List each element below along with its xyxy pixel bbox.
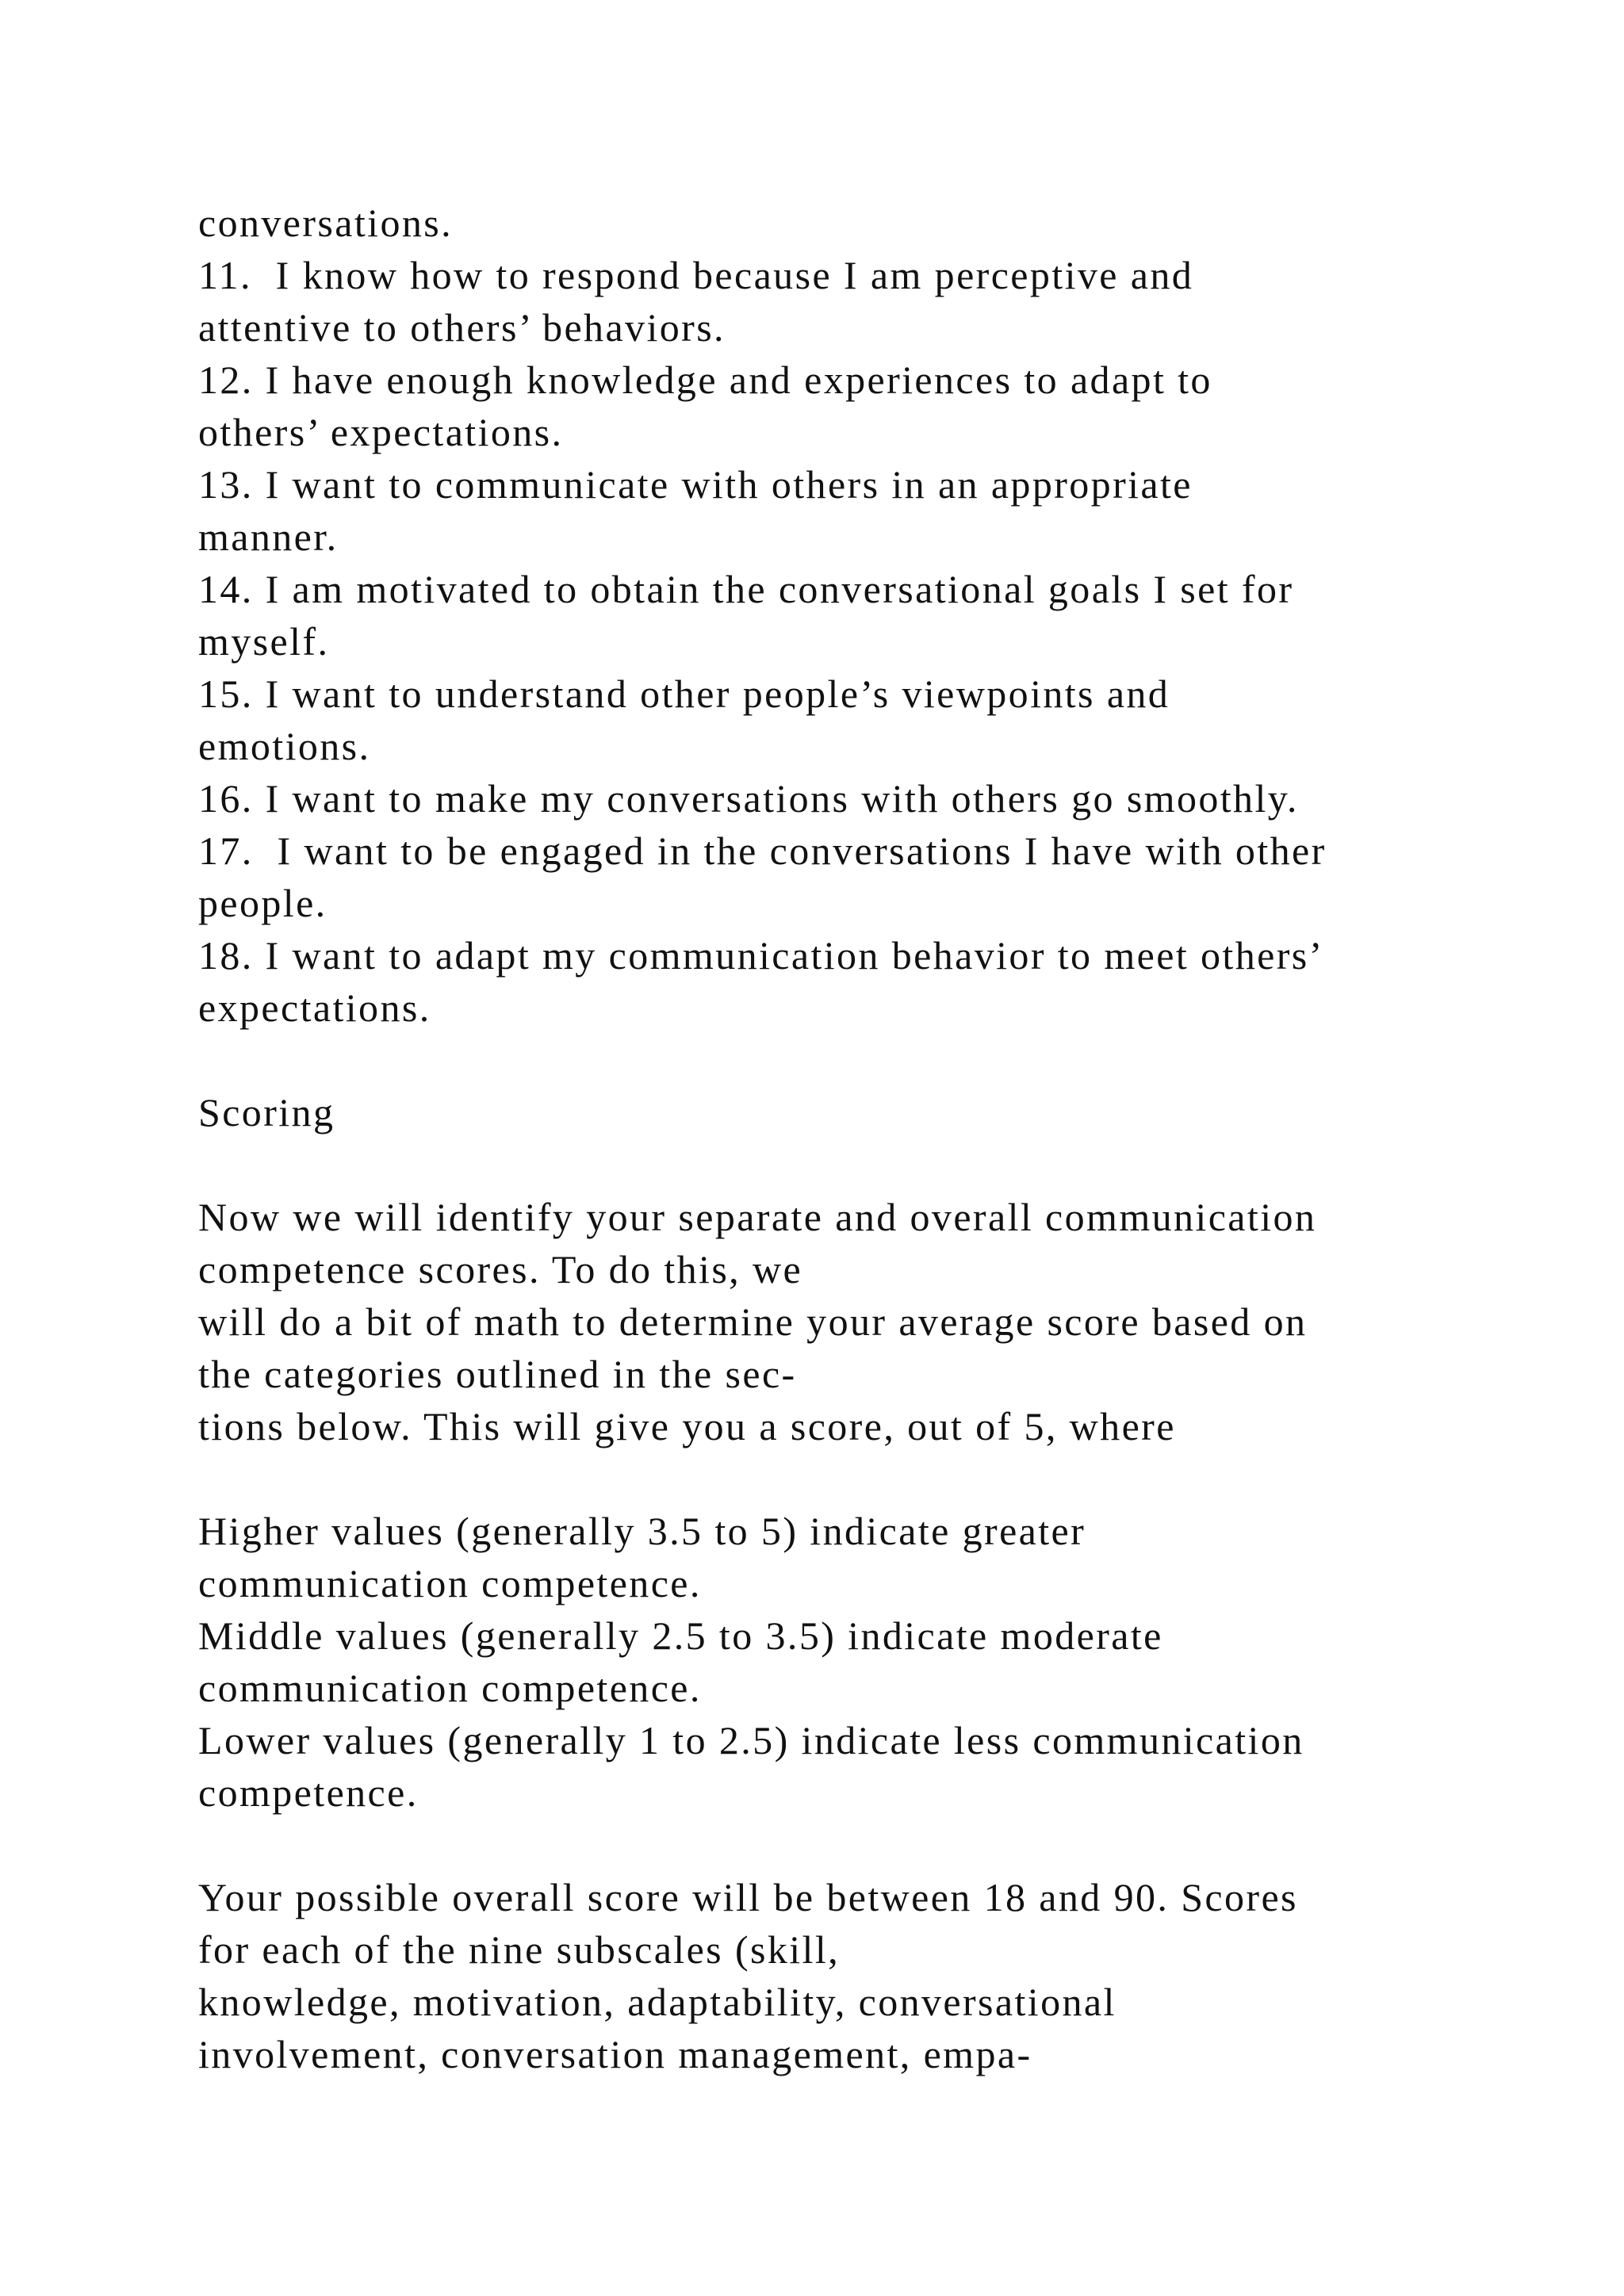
question-line: attentive to others’ behaviors. [198, 305, 726, 350]
range-line: Higher values (generally 3.5 to 5) indicate greater [198, 1509, 1086, 1553]
question-line: conversations. [198, 201, 454, 245]
score-ranges-paragraph [198, 1505, 1499, 1819]
question-line: others’ expectations. [198, 410, 564, 454]
question-line: emotions. [198, 724, 371, 768]
question-line: 11. I know how to respond because I am perceptive and [198, 253, 1194, 297]
question-line: 15. I want to understand other people’s viewpoints and [198, 672, 1170, 716]
overall-line: knowledge, motivation, adaptability, conversational [198, 1980, 1116, 2024]
range-line: communication competence. [198, 1666, 702, 1710]
question-list [198, 197, 1499, 1034]
question-line: manner. [198, 515, 339, 559]
paragraph-gap [198, 1138, 1499, 1191]
paragraph-gap [198, 1034, 1499, 1086]
question-line: 18. I want to adapt my communication behavior to meet others’ [198, 933, 1324, 978]
document-body [198, 197, 1499, 2080]
question-line: 13. I want to communicate with others in an appropriate [198, 462, 1193, 507]
scoring-heading: Scoring [198, 1090, 335, 1135]
intro-line: Now we will identify your separate and overall communication [198, 1195, 1317, 1239]
paragraph-gap [198, 1819, 1499, 1871]
question-line: people. [198, 881, 327, 925]
intro-line: will do a bit of math to determine your average score based on [198, 1299, 1308, 1344]
overall-line: for each of the nine subscales (skill, [198, 1927, 841, 1972]
range-line: communication competence. [198, 1561, 702, 1605]
question-line: 12. I have enough knowledge and experiences to adapt to [198, 358, 1212, 402]
overall-score-paragraph [198, 1871, 1499, 2080]
intro-line: competence scores. To do this, we [198, 1247, 803, 1292]
question-line: myself. [198, 619, 330, 664]
overall-line: Your possible overall score will be between 18 and 90. Scores [198, 1875, 1298, 1919]
question-line: expectations. [198, 985, 431, 1030]
question-line: 16. I want to make my conversations with others go smoothly. [198, 776, 1299, 821]
intro-line: the categories outlined in the sec- [198, 1352, 797, 1396]
paragraph-gap [198, 1452, 1499, 1505]
question-line: 17. I want to be engaged in the conversations I have with other [198, 828, 1327, 873]
range-line: Middle values (generally 2.5 to 3.5) indicate moderate [198, 1613, 1163, 1658]
range-line: competence. [198, 1770, 419, 1815]
overall-line: involvement, conversation management, empa- [198, 2032, 1032, 2076]
intro-line: tions below. This will give you a score, out of 5, where [198, 1404, 1176, 1448]
scoring-intro-paragraph [198, 1191, 1499, 1452]
question-line: 14. I am motivated to obtain the conversational goals I set for [198, 567, 1294, 611]
range-line: Lower values (generally 1 to 2.5) indicate less communication [198, 1718, 1304, 1762]
